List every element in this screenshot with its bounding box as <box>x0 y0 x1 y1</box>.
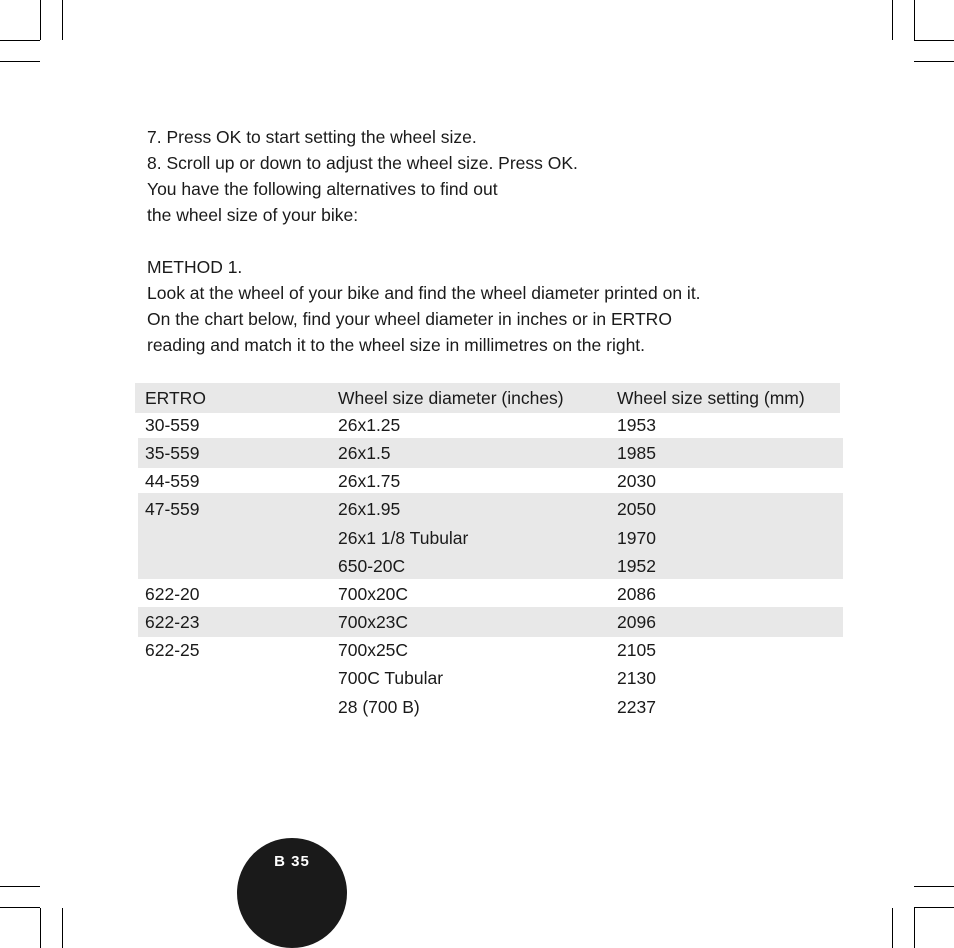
cell-diameter: 26x1.75 <box>338 471 401 491</box>
crop-mark <box>914 886 954 887</box>
crop-mark <box>914 0 915 40</box>
row-band <box>138 493 843 579</box>
instructions-text <box>147 124 847 358</box>
cell-diameter: 26x1.5 <box>338 443 391 463</box>
header-ertro: ERTRO <box>145 388 206 408</box>
instruction-line: On the chart below, find your wheel diameter in inches or in ERTRO <box>147 309 672 329</box>
instruction-line: 8. Scroll up or down to adjust the wheel size. Press OK. <box>147 153 578 173</box>
crop-mark <box>914 61 954 62</box>
cell-diameter: 700C Tubular <box>338 668 444 688</box>
cell-diameter: 700x25C <box>338 640 409 660</box>
instruction-line: 7. Press OK to start setting the wheel size. <box>147 127 477 147</box>
crop-mark <box>62 0 63 40</box>
cell-setting: 2086 <box>617 584 656 604</box>
crop-mark <box>914 907 954 908</box>
cell-ertro: 622-23 <box>145 612 200 632</box>
instruction-line: You have the following alternatives to find out <box>147 179 498 199</box>
crop-mark <box>0 907 40 908</box>
page-number: B 35 <box>274 853 310 870</box>
instruction-line: reading and match it to the wheel size in millimetres on the right. <box>147 335 646 355</box>
method-heading: METHOD 1. <box>147 257 243 277</box>
page-number-tab <box>237 838 347 948</box>
crop-mark <box>0 40 40 41</box>
crop-mark <box>0 61 40 62</box>
instruction-line <box>147 228 847 254</box>
cell-setting: 2050 <box>617 499 656 519</box>
cell-diameter: 26x1.95 <box>338 499 401 519</box>
crop-mark <box>914 908 915 948</box>
cell-setting: 1953 <box>617 415 656 435</box>
cell-ertro: 622-25 <box>145 640 200 660</box>
cell-diameter: 700x20C <box>338 584 409 604</box>
crop-mark <box>914 40 954 41</box>
cell-ertro: 622-20 <box>145 584 200 604</box>
cell-setting: 1970 <box>617 528 656 548</box>
instruction-line: Look at the wheel of your bike and find the wheel diameter printed on it. <box>147 283 701 303</box>
cell-diameter: 26x1 1/8 Tubular <box>338 528 469 548</box>
crop-mark <box>0 886 40 887</box>
crop-mark <box>892 908 893 948</box>
row-band <box>138 438 843 468</box>
cell-diameter: 700x23C <box>338 612 409 632</box>
cell-diameter: 26x1.25 <box>338 415 401 435</box>
cell-diameter: 650-20C <box>338 556 406 576</box>
header-setting: Wheel size setting (mm) <box>617 388 805 408</box>
header-diameter: Wheel size diameter (inches) <box>338 388 564 408</box>
crop-mark <box>892 0 893 40</box>
cell-setting: 2096 <box>617 612 656 632</box>
cell-ertro: 35-559 <box>145 443 200 463</box>
instruction-line: the wheel size of your bike: <box>147 205 359 225</box>
row-band <box>138 607 843 637</box>
crop-mark <box>62 908 63 948</box>
crop-mark <box>40 908 41 948</box>
cell-setting: 2030 <box>617 471 656 491</box>
cell-setting: 2237 <box>617 697 656 717</box>
cell-setting: 2130 <box>617 668 656 688</box>
cell-ertro: 44-559 <box>145 471 200 491</box>
cell-setting: 2105 <box>617 640 656 660</box>
cell-setting: 1952 <box>617 556 656 576</box>
crop-mark <box>40 0 41 40</box>
cell-diameter: 28 (700 B) <box>338 697 420 717</box>
cell-ertro: 30-559 <box>145 415 200 435</box>
cell-ertro: 47-559 <box>145 499 200 519</box>
cell-setting: 1985 <box>617 443 656 463</box>
